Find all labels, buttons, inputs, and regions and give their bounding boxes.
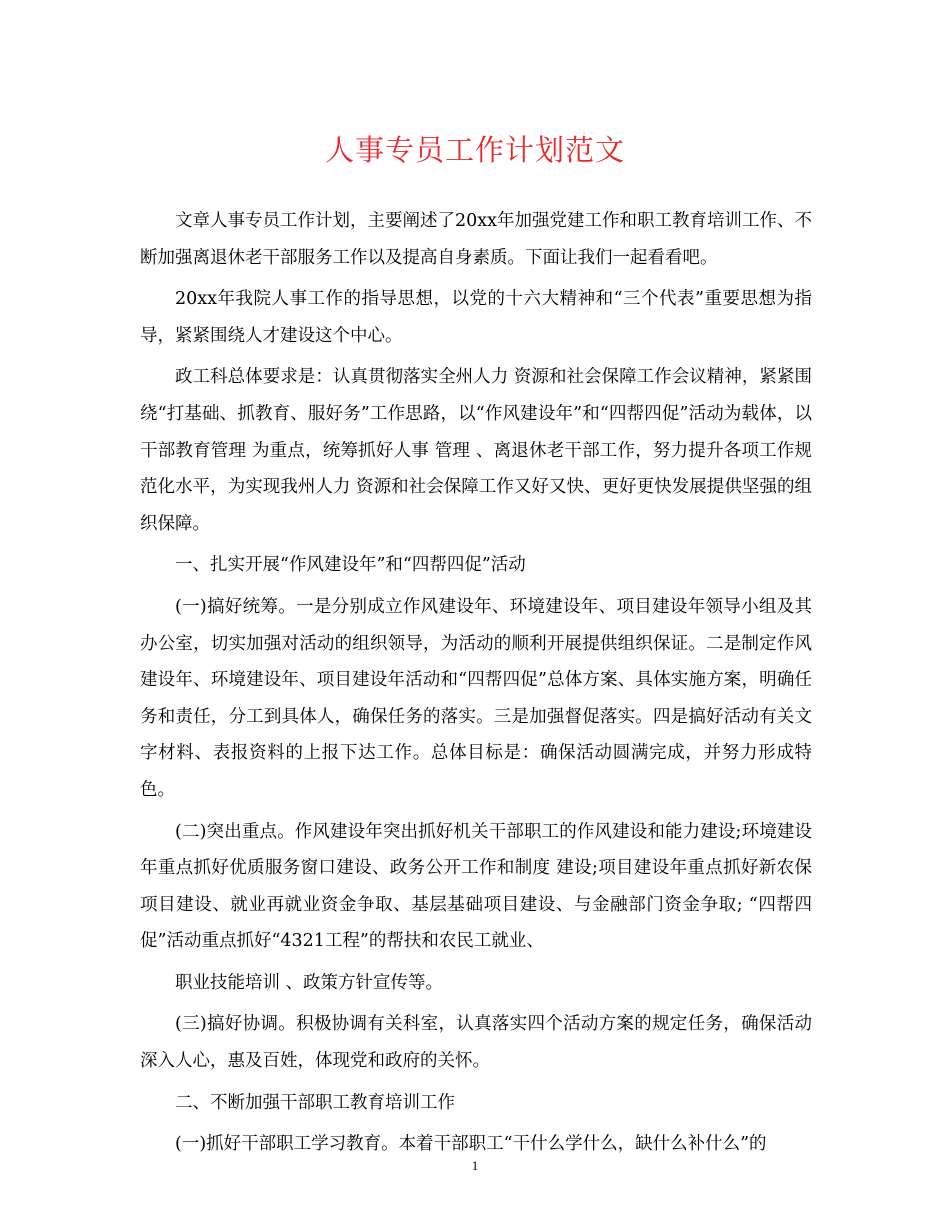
document-title: 人事专员工作计划范文	[324, 133, 625, 167]
paragraph-guiding-thought: 20xx年我院人事工作的指导思想，以党的十六大精神和“三个代表”重要思想为指导，紧紧围绕人才建设这个中心。	[140, 289, 812, 346]
paragraph-intro: 文章人事专员工作计划，主要阐述了20xx年加强党建工作和职工教育培训工作、不断加强离退休老干部服务工作以及提高自身素质。下面让我们一起看看吧。	[140, 211, 813, 268]
paragraph-coordination: (一)搞好统筹。一是分别成立作风建设年、环境建设年、项目建设年领导小组及其办公室，切实加强对活动的组织领导，为活动的顺利开展提供组织保证。二是制定作风建设年、环境建设年、项目建设年活动和“四帮四促”总体方案、具体实施方案，明确任务和责任，分工到具体人，确保任务的落实。三是加强督促落实。四是搞好活动有关文字材料、表报资料的上报下达工作。总体目标是：确保活动圆满完成，并努力形成特色。	[140, 596, 812, 800]
document-body	[140, 203, 812, 1163]
page-number: 1	[471, 1158, 479, 1173]
section-heading-2: 二、不断加强干部职工教育培训工作	[175, 1092, 455, 1113]
paragraph-cooperation: (三)搞好协调。积极协调有关科室，认真落实四个活动方案的规定任务，确保活动深入人心，惠及百姓，体现党和政府的关怀。	[140, 1014, 812, 1072]
paragraph-key-points: (二)突出重点。作风建设年突出抓好机关干部职工的作风建设和能力建设;环境建设年重点抓好优质服务窗口建设、政务公开工作和制度 建设;项目建设年重点抓好新农保项目建设、就业再就业资金争取、基层基础项目建设、与金融部门资金争取; “四帮四促”活动重点抓好“4321工程”的帮扶和农民工就业、	[140, 821, 812, 952]
paragraph-overall-requirements: 政工科总体要求是：认真贯彻落实全州人力 资源和社会保障工作会议精神，紧紧围绕“打基础、抓教育、服好务”工作思路，以“作风建设年”和“四帮四促”活动为载体，以干部教育管理 为重点，统筹抓好人事 管理 、离退休老干部工作，努力提升各项工作规范化水平，为实现我州人力 资源和社会保障工作又好又快、更好更快发展提供坚强的组织保障。	[140, 367, 812, 534]
paragraph-study-education: (一)抓好干部职工学习教育。本着干部职工“干什么学什么，缺什么补什么”的	[175, 1134, 767, 1155]
section-heading-1: 一、扎实开展“作风建设年”和“四帮四促”活动	[175, 555, 526, 576]
paragraph-key-points-continued: 职业技能培训 、政策方针宣传等。	[175, 972, 444, 993]
